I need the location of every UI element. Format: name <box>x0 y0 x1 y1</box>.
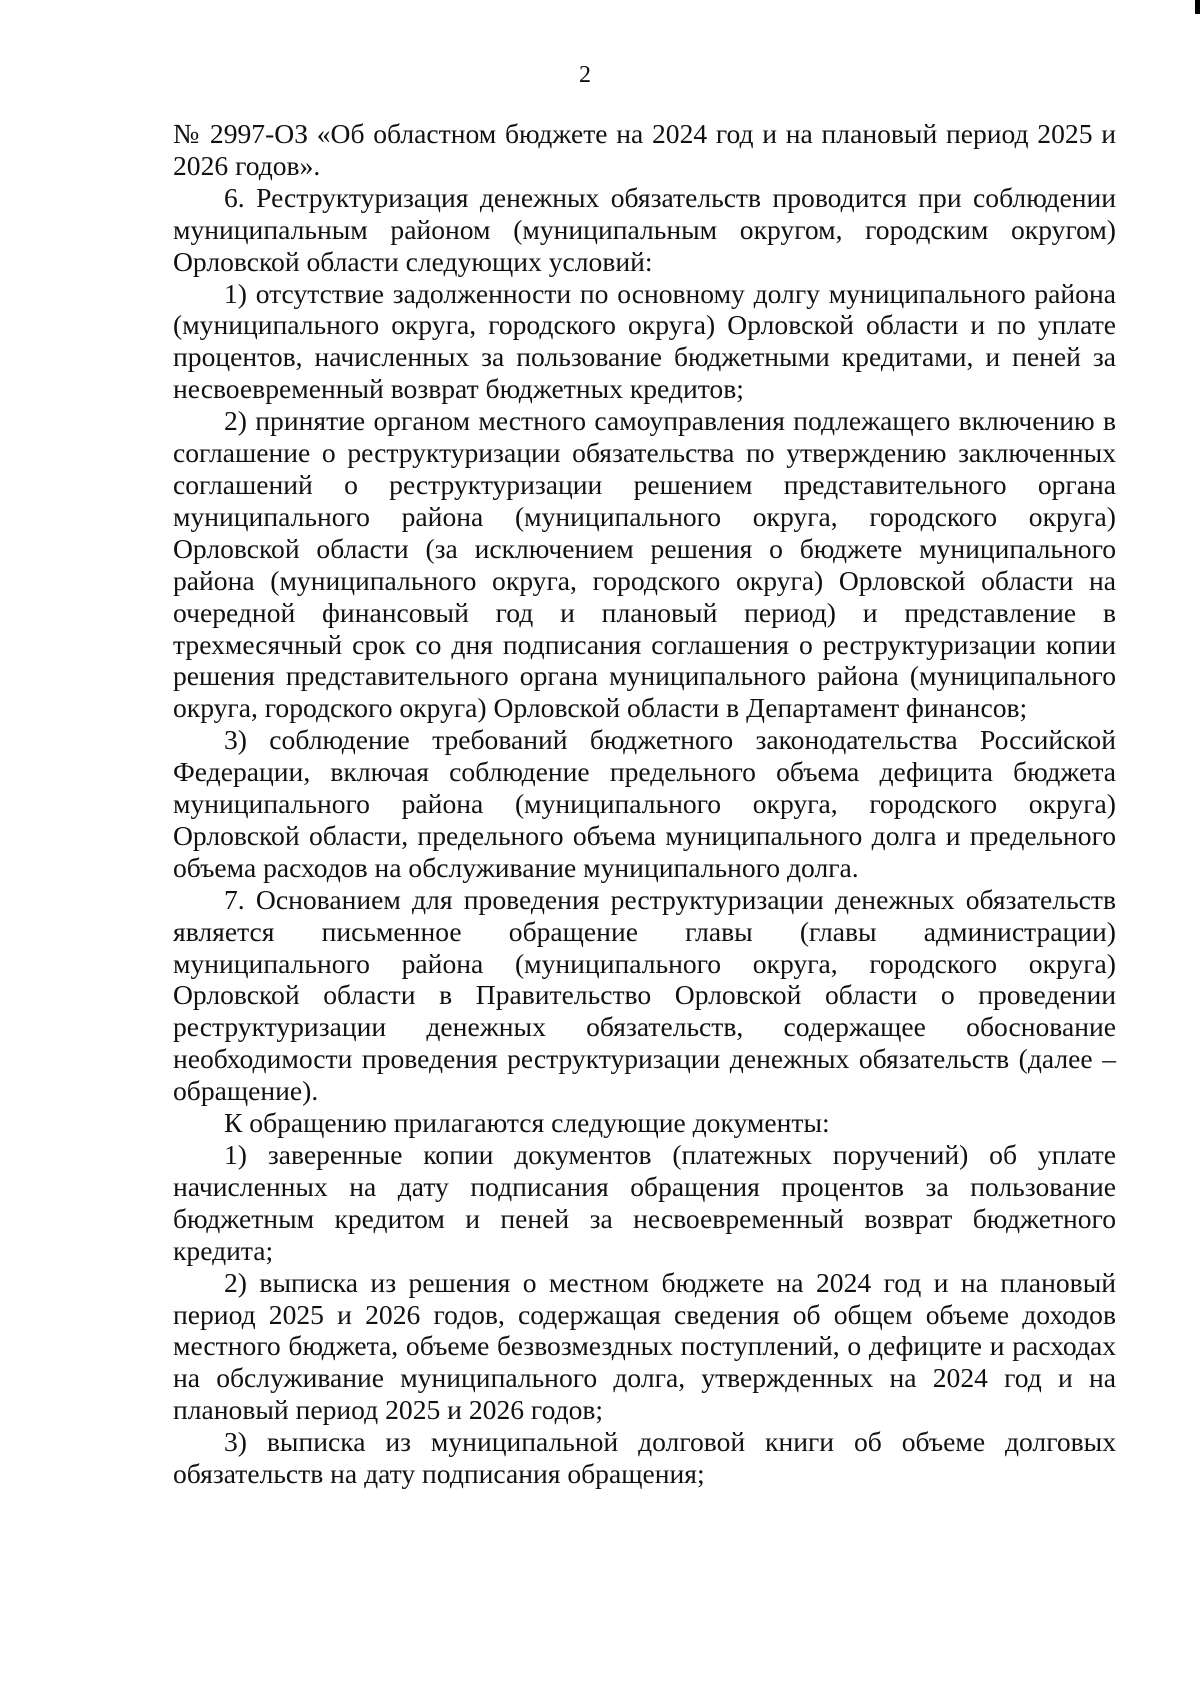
paragraph-documents-item-2: 2) выписка из решения о местном бюджете на 2024 год и на плановый период 2025 и 2026 годов, содержащая сведения об общем объеме доходов местного бюджета, объеме безвозмездных поступлений, о дефиците и расходах на обслуживание муниципального долга, утвержденных на 2024 год и на плановый период 2025 и 2026 годов; <box>173 1266 1116 1426</box>
paragraph-clause-6: 6. Реструктуризация денежных обязательств проводится при соблюдении муниципальным районом (муниципальным округом, городским округом) Орловской области следующих условий: <box>173 181 1116 277</box>
document-body <box>173 118 1116 1490</box>
paragraph-clause-6-item-1: 1) отсутствие задолженности по основному долгу муниципального района (муниципального округа, городского округа) Орловской области и по уплате процентов, начисленных за пользование бюджетными кредитами, и пеней за несвоевременный возврат бюджетных кредитов; <box>173 277 1116 405</box>
paragraph-clause-7: 7. Основанием для проведения реструктуризации денежных обязательств является письменное обращение главы (главы администрации) муниципального района (муниципального округа, городского округа) Орловской области в Правительство Орловской области о проведении реструктуризации денежных обязательств, содержащее обоснование необходимости проведения реструктуризации денежных обязательств (далее – обращение). <box>173 883 1116 1107</box>
page-number: 2 <box>579 62 591 88</box>
scan-edge-mark <box>1195 0 1200 14</box>
paragraph-documents-intro: К обращению прилагаются следующие документы: <box>224 1107 830 1139</box>
paragraph-documents-item-1: 1) заверенные копии документов (платежных поручений) об уплате начисленных на дату подписания обращения процентов за пользование бюджетным кредитом и пеней за несвоевременный возврат бюджетного кредита; <box>173 1139 1116 1266</box>
paragraph-clause-6-item-3: 3) соблюдение требований бюджетного законодательства Российской Федерации, включая соблюдение предельного объема дефицита бюджета муниципального района (муниципального округа, городского округа) Орловской области, предельного объема муниципального долга и предельного объема расходов на обслуживание муниципального долга. <box>173 724 1116 883</box>
paragraph-clause-6-item-2: 2) принятие органом местного самоуправления подлежащего включению в соглашение о реструктуризации обязательства по утверждению заключенных соглашений о реструктуризации решением представительного органа муниципального района (муниципального округа, городского округа) Орловской области (за исключением решения о бюджете муниципального района (муниципального округа, городского округа) Орловской области на очередной финансовый год и плановый период) и представление в трехмесячный срок со дня подписания соглашения о реструктуризации копии решения представительного органа муниципального района (муниципального округа, городского округа) Орловской области в Департамент финансов; <box>173 405 1116 724</box>
paragraph-law-reference: № 2997-ОЗ «Об областном бюджете на 2024 год и на плановый период 2025 и 2026 годов». <box>173 118 1116 181</box>
paragraph-documents-item-3: 3) выписка из муниципальной долговой книги об объеме долговых обязательств на дату подписания обращения; <box>173 1426 1116 1490</box>
